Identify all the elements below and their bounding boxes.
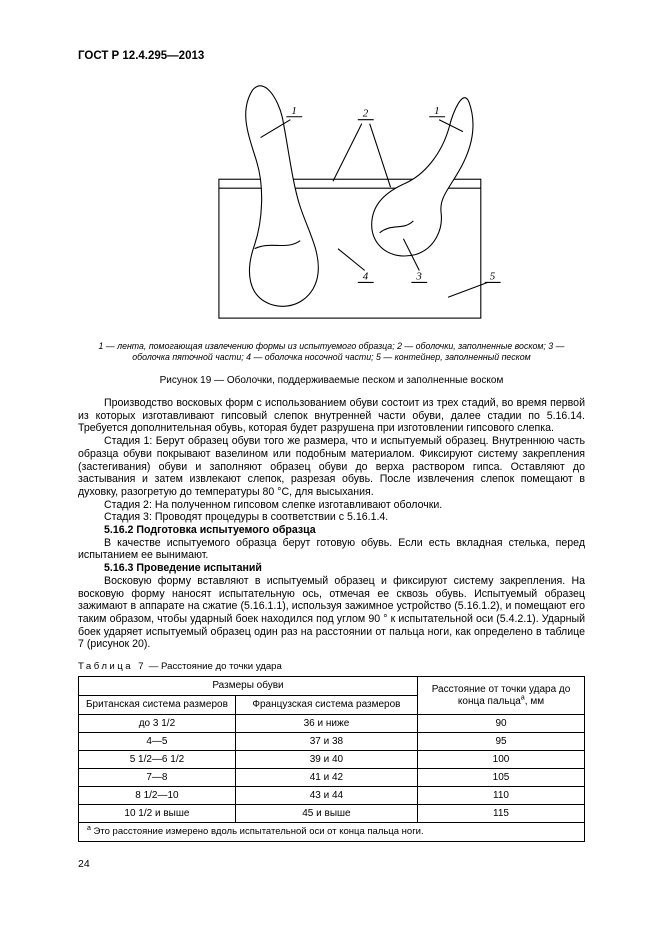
figure-19	[78, 84, 585, 337]
cell-distance: 105	[418, 769, 585, 787]
cell-distance: 90	[418, 715, 585, 733]
header-distance-footnote-mark: а	[520, 694, 525, 702]
cell-french: 37 и 38	[235, 733, 417, 751]
table-row	[79, 715, 585, 733]
cell-distance: 95	[418, 733, 585, 751]
table-footnote	[79, 823, 585, 842]
cell-british: 10 1/2 и выше	[79, 805, 236, 823]
paragraph-specimen-prep: В качестве испытуемого образца берут готовую обувь. Если есть вкладная стелька, перед испытанием ее вынимают.	[78, 536, 585, 562]
cell-distance: 100	[418, 751, 585, 769]
leader-line-5	[448, 282, 488, 297]
paragraph-stage-2: Стадия 2: На полученном гипсовом слепке изготавливают оболочки.	[104, 498, 443, 511]
table-7	[78, 676, 585, 842]
table-footnote-row	[79, 823, 585, 842]
page-number: 24	[78, 858, 90, 871]
footnote-marker: а	[87, 824, 91, 832]
section-heading-5-16-3: 5.16.3 Проведение испытаний	[104, 562, 262, 575]
header-british-system: Британская система размеров	[79, 696, 236, 715]
cell-french: 36 и ниже	[235, 715, 417, 733]
figure-label-1-left: 1	[290, 104, 297, 117]
cell-british: 4—5	[79, 733, 236, 751]
table-row	[79, 805, 585, 823]
cell-british: 5 1/2—6 1/2	[79, 751, 236, 769]
figure-legend: 1 — лента, помогающая извлечению формы из испытуемого образца; 2 — оболочки, заполненные воском; 3 — оболочка пяточной части; 4 — оболочка носочной части; 5 — контейнер, заполненный песком	[98, 341, 565, 362]
document-header: ГОСТ Р 12.4.295—2013	[78, 50, 205, 62]
leader-line-2b	[369, 124, 390, 187]
cell-british: до 3 1/2	[79, 715, 236, 733]
section-heading-5-16-2: 5.16.2 Подготовка испытуемого образца	[104, 524, 316, 537]
table-header-row-1	[79, 677, 585, 696]
cell-distance: 110	[418, 787, 585, 805]
cell-french: 41 и 42	[235, 769, 417, 787]
header-shoe-sizes: Размеры обуви	[79, 677, 418, 696]
figure-19-drawing	[124, 84, 540, 332]
figure-label-2: 2	[362, 107, 368, 120]
figure-label-1-right: 1	[433, 104, 440, 117]
paragraph-stage-1: Стадия 1: Берут образец обуви того же размера, что и испытуемый образец. Внутреннюю часть образца обуви покрывают вазелином или подобным материалом. Фиксируют систему закрепления (застегивания) обуви и заполняют образец обуви до верха раствором гипса. Оставляют до застывания и затем извлекают слепок, разрезая обувь. После извлечения слепок помещают в духовку, разогретую до температуры 80 °С, для высыхания.	[78, 435, 585, 498]
figure-label-3: 3	[415, 270, 422, 283]
header-distance	[418, 677, 585, 715]
figure-label-5: 5	[489, 270, 495, 283]
figure-caption: Рисунок 19 — Оболочки, поддерживаемые песком и заполненные воском	[159, 375, 504, 386]
cell-french: 43 и 44	[235, 787, 417, 805]
table-row	[79, 787, 585, 805]
leader-line-2a	[332, 124, 361, 182]
leader-line-4	[337, 249, 364, 271]
cell-french: 39 и 40	[235, 751, 417, 769]
figure-label-4: 4	[362, 270, 368, 283]
toe-shell-shape	[245, 86, 318, 307]
paragraph-production: Производство восковых форм с использованием обуви состоит из трех стадий, во время первой из которых изготавливают гипсовый слепок внутренней части обуви, далее стадии по 5.16.14. Требуется дополнительная обувь, которая будет разрушена при изготовлении гипсового слепка.	[78, 397, 585, 435]
table-7-caption	[78, 661, 585, 672]
table-row	[79, 769, 585, 787]
header-distance-unit: , мм	[524, 695, 545, 707]
cell-british: 8 1/2—10	[79, 787, 236, 805]
table-7-title: — Расстояние до точки удара	[148, 661, 282, 673]
table-row	[79, 751, 585, 769]
cell-british: 7—8	[79, 769, 236, 787]
paragraph-stage-3: Стадия 3: Проводят процедуры в соответствии с 5.16.1.4.	[104, 511, 389, 524]
footnote-text: Это расстояние измерено вдоль испытательной оси от конца пальца ноги.	[93, 826, 424, 838]
table-7-label: Таблица 7	[78, 661, 147, 673]
cell-distance: 115	[418, 805, 585, 823]
header-french-system: Французская система размеров	[235, 696, 417, 715]
paragraph-test-procedure: Восковую форму вставляют в испытуемый образец и фиксируют систему закрепления. На восковую форму наносят испытательную ось, отмечая ее сквозь обувь. Испытуемый образец зажимают в аппарате на сжатие (5.16.1.1), используя зажимное устройство (5.16.1.2), и помещают его таким образом, чтобы ударный боек находился под углом 90 ° к испытательной оси (5.4.2.1). Ударный боек ударяет испытуемый образец один раз на расстоянии от пальца ноги, как определено в таблице 7 (рисунок 20).	[78, 574, 585, 651]
table-row	[79, 733, 585, 751]
cell-french: 45 и выше	[235, 805, 417, 823]
header-distance-text: Расстояние от точки удара до конца пальца	[431, 683, 571, 707]
